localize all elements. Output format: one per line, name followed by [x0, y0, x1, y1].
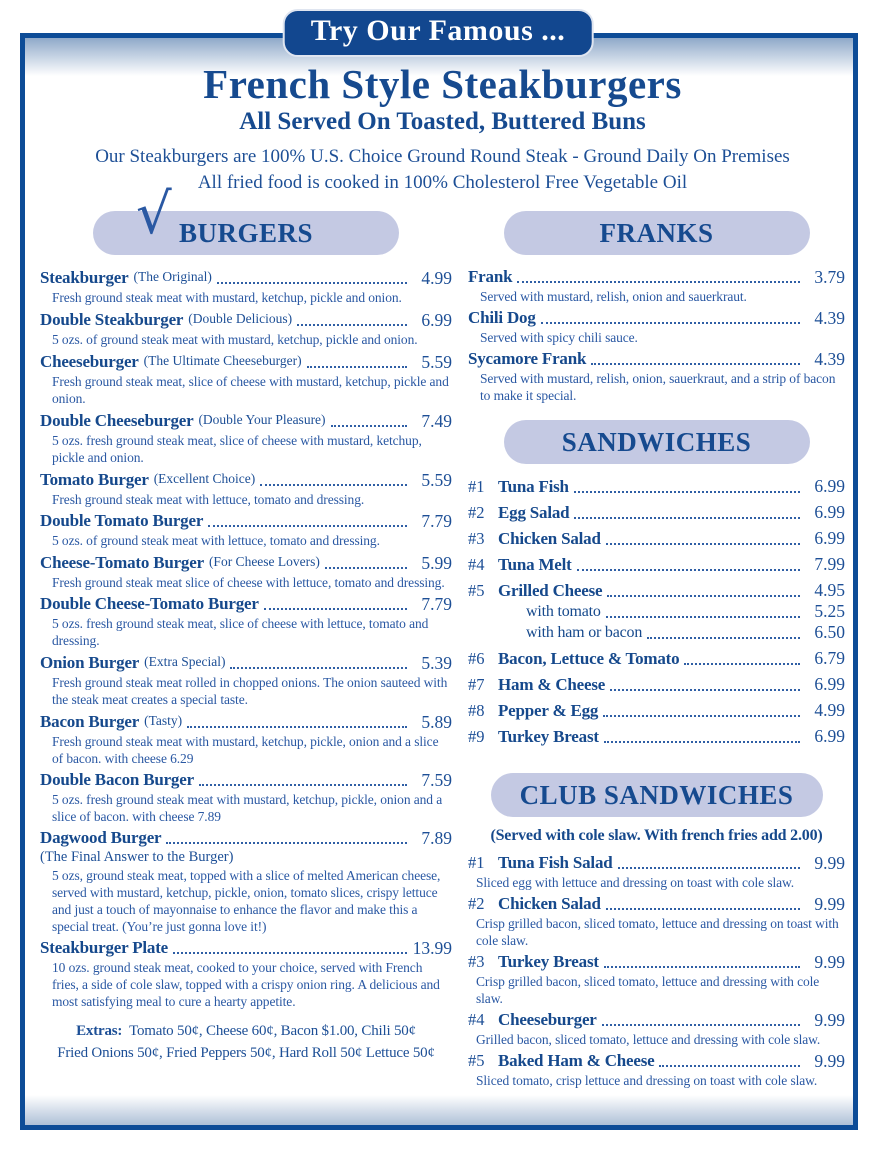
item-description: Fresh ground steak meat with mustard, ketchup, pickle, onion and a slice of bacon. with cheese 6.29: [52, 734, 439, 766]
club-sandwiches-note: (Served with cole slaw. With french fries add 2.00): [490, 827, 823, 844]
dot-leader: [606, 908, 800, 910]
item-description: Sliced tomato, crisp lettuce and dressing on toast with cole slaw.: [476, 1073, 818, 1088]
dot-leader: [260, 484, 407, 486]
menu-item: [40, 511, 452, 549]
item-name: Tuna Melt: [498, 555, 572, 574]
item-number: #4: [468, 1010, 485, 1029]
menu-item: [468, 952, 845, 1007]
menu-item-row: [40, 594, 452, 614]
item-price: 4.95: [814, 580, 845, 600]
dot-leader: [325, 567, 407, 569]
menu-item-row: [468, 308, 845, 328]
menu-item: [468, 894, 845, 949]
item-note: (For Cheese Lovers): [208, 554, 320, 569]
item-number: #3: [468, 952, 485, 971]
bottom-gradient: [25, 1095, 853, 1125]
menu-item-row: [468, 349, 845, 369]
item-price: 4.99: [814, 700, 845, 720]
menu-item-row: [40, 410, 452, 431]
menu-item: [40, 552, 452, 591]
menu-item: [468, 528, 845, 549]
menu-item-row: [468, 580, 845, 601]
burgers-item-list: [40, 267, 452, 1010]
item-description: Grilled bacon, sliced tomato, lettuce and dressing with cole slaw.: [476, 1032, 821, 1047]
club-item-list: [468, 853, 845, 1089]
menu-item-row: [468, 894, 845, 914]
menu-item-row: [40, 511, 452, 531]
menu-item-row: [40, 351, 452, 372]
menu-item: [468, 726, 845, 747]
dot-leader: [264, 608, 407, 610]
item-name: Double Bacon Burger: [40, 770, 194, 789]
subitem-price: 6.50: [814, 622, 845, 642]
extras-line-2: Fried Onions 50¢, Fried Peppers 50¢, Hard Roll 50¢ Lettuce 50¢: [57, 1045, 435, 1061]
burgers-header: [40, 182, 452, 255]
left-column: [40, 182, 452, 1064]
item-name: Cheeseburger: [40, 352, 139, 371]
menu-item-row: [40, 938, 452, 958]
item-name: Egg Salad: [498, 503, 570, 522]
dot-leader: [618, 867, 801, 869]
menu-item-row: [468, 674, 845, 695]
item-price: 4.39: [814, 349, 845, 369]
item-description: 5 ozs. of ground steak meat with lettuce, tomato and dressing.: [52, 533, 380, 548]
item-price: 6.99: [814, 528, 845, 548]
menu-item: [40, 469, 452, 508]
item-price: 6.79: [814, 648, 845, 668]
menu-item-row: [468, 267, 845, 287]
club-sandwiches-header: [468, 773, 845, 817]
dot-leader: [659, 1065, 800, 1067]
item-price: 4.99: [421, 268, 452, 288]
menu-item: [468, 1051, 845, 1089]
item-number: #1: [468, 853, 485, 872]
item-name: Tomato Burger: [40, 470, 149, 489]
item-name: Cheese-Tomato Burger: [40, 553, 204, 572]
dot-leader: [684, 663, 800, 665]
item-description: Served with mustard, relish, onion and sauerkraut.: [480, 289, 747, 304]
item-note: (The Ultimate Cheeseburger): [143, 353, 302, 368]
item-note: (Extra Special): [144, 654, 226, 669]
menu-item: [468, 502, 845, 523]
dot-leader: [577, 569, 800, 571]
item-price: 9.99: [814, 952, 845, 972]
section-title-sandwiches: SANDWICHES: [504, 420, 810, 464]
item-description: Served with spicy chili sauce.: [480, 330, 638, 345]
dot-leader: [541, 322, 800, 324]
menu-item-row: [468, 648, 845, 669]
menu-item-row: [468, 726, 845, 747]
item-name: Grilled Cheese: [498, 581, 603, 600]
item-name: Dagwood Burger: [40, 828, 162, 847]
item-name: Tuna Fish: [498, 477, 569, 496]
item-price: 5.59: [421, 352, 452, 372]
item-description: Fresh ground steak meat, slice of cheese with mustard, ketchup, pickle and onion.: [52, 374, 449, 406]
item-note: (Double Delicious): [188, 311, 293, 326]
dot-leader: [517, 281, 800, 283]
item-number: #5: [468, 1051, 485, 1070]
dot-leader: [606, 543, 800, 545]
item-note: (Tasty): [144, 713, 183, 728]
menu-item: [468, 674, 845, 695]
franks-item-list: [468, 267, 845, 404]
dot-leader: [591, 363, 800, 365]
item-price: 6.99: [814, 476, 845, 496]
dot-leader: [574, 491, 800, 493]
dot-leader: [604, 966, 800, 968]
item-description: Served with mustard, relish, onion, sauerkraut, and a strip of bacon to make it special.: [480, 371, 836, 403]
item-price: 6.99: [814, 674, 845, 694]
menu-item-row: [468, 853, 845, 873]
item-number: #2: [468, 503, 485, 522]
item-price: 9.99: [814, 1051, 845, 1071]
item-note: (Excellent Choice): [153, 471, 256, 486]
right-column: [468, 211, 845, 1092]
item-name: Cheeseburger: [498, 1010, 597, 1029]
dot-leader: [647, 637, 800, 639]
menu-subitem-row: [468, 601, 845, 622]
extras-line1-text: Tomato 50¢, Cheese 60¢, Bacon $1.00, Chili 50¢: [129, 1023, 416, 1039]
menu-item: [468, 1010, 845, 1048]
item-number: #3: [468, 529, 485, 548]
item-price: 3.79: [814, 267, 845, 287]
extras-line-1: [40, 1020, 452, 1042]
item-name: Steakburger Plate: [40, 938, 169, 957]
item-price: 6.99: [421, 310, 452, 330]
menu-item: [40, 410, 452, 466]
menu-item: [468, 648, 845, 669]
item-number: #7: [468, 675, 485, 694]
page-title: French Style Steakburgers: [203, 61, 682, 107]
item-number: #2: [468, 894, 485, 913]
item-name: Baked Ham & Cheese: [498, 1051, 655, 1070]
item-price: 5.99: [421, 553, 452, 573]
item-name: Sycamore Frank: [468, 349, 587, 368]
menu-item-row: [468, 700, 845, 721]
item-description: Crisp grilled bacon, sliced tomato, lettuce and dressing on toast with cole slaw.: [476, 916, 839, 948]
menu-item: [468, 700, 845, 721]
item-name: Pepper & Egg: [498, 701, 599, 720]
checkmark-icon: √: [136, 182, 172, 247]
dot-leader: [606, 616, 800, 618]
item-price: 5.59: [421, 470, 452, 490]
item-description: Fresh ground steak meat slice of cheese with lettuce, tomato and dressing.: [52, 575, 445, 590]
tagline-1: Our Steakburgers are 100% U.S. Choice Ground Round Steak - Ground Daily On Premises: [95, 146, 790, 167]
item-description: Sliced egg with lettuce and dressing on toast with cole slaw.: [476, 875, 795, 890]
dot-leader: [208, 525, 407, 527]
item-number: #6: [468, 649, 485, 668]
menu-item-row: [468, 1010, 845, 1030]
item-name: Double Tomato Burger: [40, 511, 204, 530]
menu-item-row: [468, 1051, 845, 1071]
item-description: Fresh ground steak meat with lettuce, tomato and dressing.: [52, 492, 365, 507]
item-name: Chicken Salad: [498, 894, 601, 913]
dot-leader: [187, 726, 407, 728]
menu-item-row: [468, 502, 845, 523]
menu-subitem-row: [468, 622, 845, 643]
menu-item-row: [40, 469, 452, 490]
menu-item: [40, 828, 452, 935]
franks-header: [468, 211, 845, 255]
menu-item: [468, 554, 845, 575]
item-description: Crisp grilled bacon, sliced tomato, lettuce and dressing with cole slaw.: [476, 974, 820, 1006]
section-title-franks: FRANKS: [504, 211, 810, 255]
menu-item: [468, 308, 845, 346]
sandwiches-item-list: [468, 476, 845, 747]
subitem-price: 5.25: [814, 601, 845, 621]
item-price: 6.99: [814, 726, 845, 746]
menu-item-row: [40, 309, 452, 330]
item-name: Chicken Salad: [498, 529, 601, 548]
section-title-burgers: BURGERS: [93, 211, 399, 255]
subitem-name: with ham or bacon: [526, 624, 643, 641]
item-price: 7.59: [421, 770, 452, 790]
item-name: Onion Burger: [40, 653, 140, 672]
menu-item-row: [468, 554, 845, 575]
item-description: 5 ozs. fresh ground steak meat with mustard, ketchup, pickle, onion and a slice of bacon. with cheese 7.89: [52, 792, 443, 824]
menu-item: [468, 476, 845, 497]
menu-item-row: [40, 828, 452, 848]
item-price: 13.99: [412, 938, 452, 958]
item-name: Bacon Burger: [40, 712, 140, 731]
item-name: Double Cheese-Tomato Burger: [40, 594, 259, 613]
item-price: 5.39: [421, 653, 452, 673]
menu-item: [468, 580, 845, 643]
item-number: #9: [468, 727, 485, 746]
subitem-name: with tomato: [526, 603, 601, 620]
dot-leader: [602, 1024, 800, 1026]
item-price: 9.99: [814, 894, 845, 914]
item-price: 7.79: [421, 511, 452, 531]
item-number: #8: [468, 701, 485, 720]
dot-leader: [610, 689, 800, 691]
dot-leader: [331, 425, 407, 427]
menu-item: [40, 652, 452, 708]
item-number: #5: [468, 581, 485, 600]
menu-item: [40, 938, 452, 1010]
dot-leader: [173, 952, 407, 954]
item-name: Tuna Fish Salad: [498, 853, 613, 872]
menu-item: [468, 267, 845, 305]
item-name: Steakburger: [40, 268, 129, 287]
item-name: Turkey Breast: [498, 727, 599, 746]
menu-item-row: [40, 770, 452, 790]
dot-leader: [574, 517, 800, 519]
menu-item: [40, 594, 452, 649]
item-price: 4.39: [814, 308, 845, 328]
item-note: (Double Your Pleasure): [198, 412, 326, 427]
menu-item: [40, 267, 452, 306]
item-name: Double Cheeseburger: [40, 411, 194, 430]
dot-leader: [603, 715, 800, 717]
banner-pill: Try Our Famous ...: [283, 9, 594, 57]
dot-leader: [217, 282, 407, 284]
menu-item-row: [40, 652, 452, 673]
menu-item-row: [468, 952, 845, 972]
item-description: 5 ozs. fresh ground steak meat, slice of cheese with lettuce, tomato and dressing.: [52, 616, 429, 648]
item-note-line: (The Final Answer to the Burger): [40, 849, 234, 865]
item-price: 9.99: [814, 1010, 845, 1030]
dot-leader: [604, 741, 800, 743]
item-description: 5 ozs, ground steak meat, topped with a slice of melted American cheese, served with mustard, ketchup, pickle, onion, tomato slices, crispy lettuce and just a touch of mayonnaise to enhance the flavor and make this a special treat. (You’re just gonna love it!): [52, 868, 441, 934]
item-price: 7.49: [421, 411, 452, 431]
section-title-club-sandwiches: CLUB SANDWICHES: [491, 773, 823, 817]
menu-item: [468, 853, 845, 891]
dot-leader: [230, 667, 407, 669]
item-price: 7.79: [421, 594, 452, 614]
item-description: 5 ozs. fresh ground steak meat, slice of cheese with mustard, ketchup, pickle and onion.: [52, 433, 422, 465]
dot-leader: [307, 366, 407, 368]
extras-block: [40, 1020, 452, 1064]
sandwiches-header: [468, 420, 845, 464]
taglines: [40, 144, 845, 196]
menu-item-row: [468, 476, 845, 497]
item-price: 7.99: [814, 554, 845, 574]
page-subtitle: All Served On Toasted, Buttered Buns: [239, 108, 646, 135]
menu-item: [40, 351, 452, 407]
menu-item: [40, 309, 452, 348]
item-number: #1: [468, 477, 485, 496]
item-name: Ham & Cheese: [498, 675, 606, 694]
menu-item-row: [468, 528, 845, 549]
item-name: Frank: [468, 267, 513, 286]
dot-leader: [297, 324, 407, 326]
item-note: (The Original): [133, 269, 212, 284]
item-description: 5 ozs. of ground steak meat with mustard, ketchup, pickle and onion.: [52, 332, 418, 347]
menu-item: [40, 711, 452, 767]
item-description: Fresh ground steak meat rolled in chopped onions. The onion sauteed with the steak meat creates a special taste.: [52, 675, 448, 707]
item-name: Double Steakburger: [40, 310, 184, 329]
menu-item: [40, 770, 452, 825]
tagline-2: All fried food is cooked in 100% Cholesterol Free Vegetable Oil: [197, 172, 688, 193]
menu-item-row: [40, 267, 452, 288]
item-name: Turkey Breast: [498, 952, 599, 971]
item-description: Fresh ground steak meat with mustard, ketchup, pickle and onion.: [52, 290, 402, 305]
item-price: 7.89: [421, 828, 452, 848]
menu-item-row: [40, 552, 452, 573]
item-price: 9.99: [814, 853, 845, 873]
item-number: #4: [468, 555, 485, 574]
dot-leader: [199, 784, 407, 786]
item-price: 5.89: [421, 712, 452, 732]
item-name: Chili Dog: [468, 308, 536, 327]
item-price: 6.99: [814, 502, 845, 522]
dot-leader: [607, 595, 800, 597]
page-border-frame: [20, 33, 858, 1130]
item-description: 10 ozs. ground steak meat, cooked to your choice, served with French fries, a side of cole slaw, topped with a crispy onion ring. A delicious and most satisfying meal to cure a hearty appetite.: [52, 960, 440, 1009]
menu-item: [468, 349, 845, 404]
menu-content: [25, 38, 853, 1092]
extras-label: Extras:: [76, 1023, 123, 1039]
item-name: Bacon, Lettuce & Tomato: [498, 649, 680, 668]
menu-item-row: [40, 711, 452, 732]
dot-leader: [166, 842, 407, 844]
